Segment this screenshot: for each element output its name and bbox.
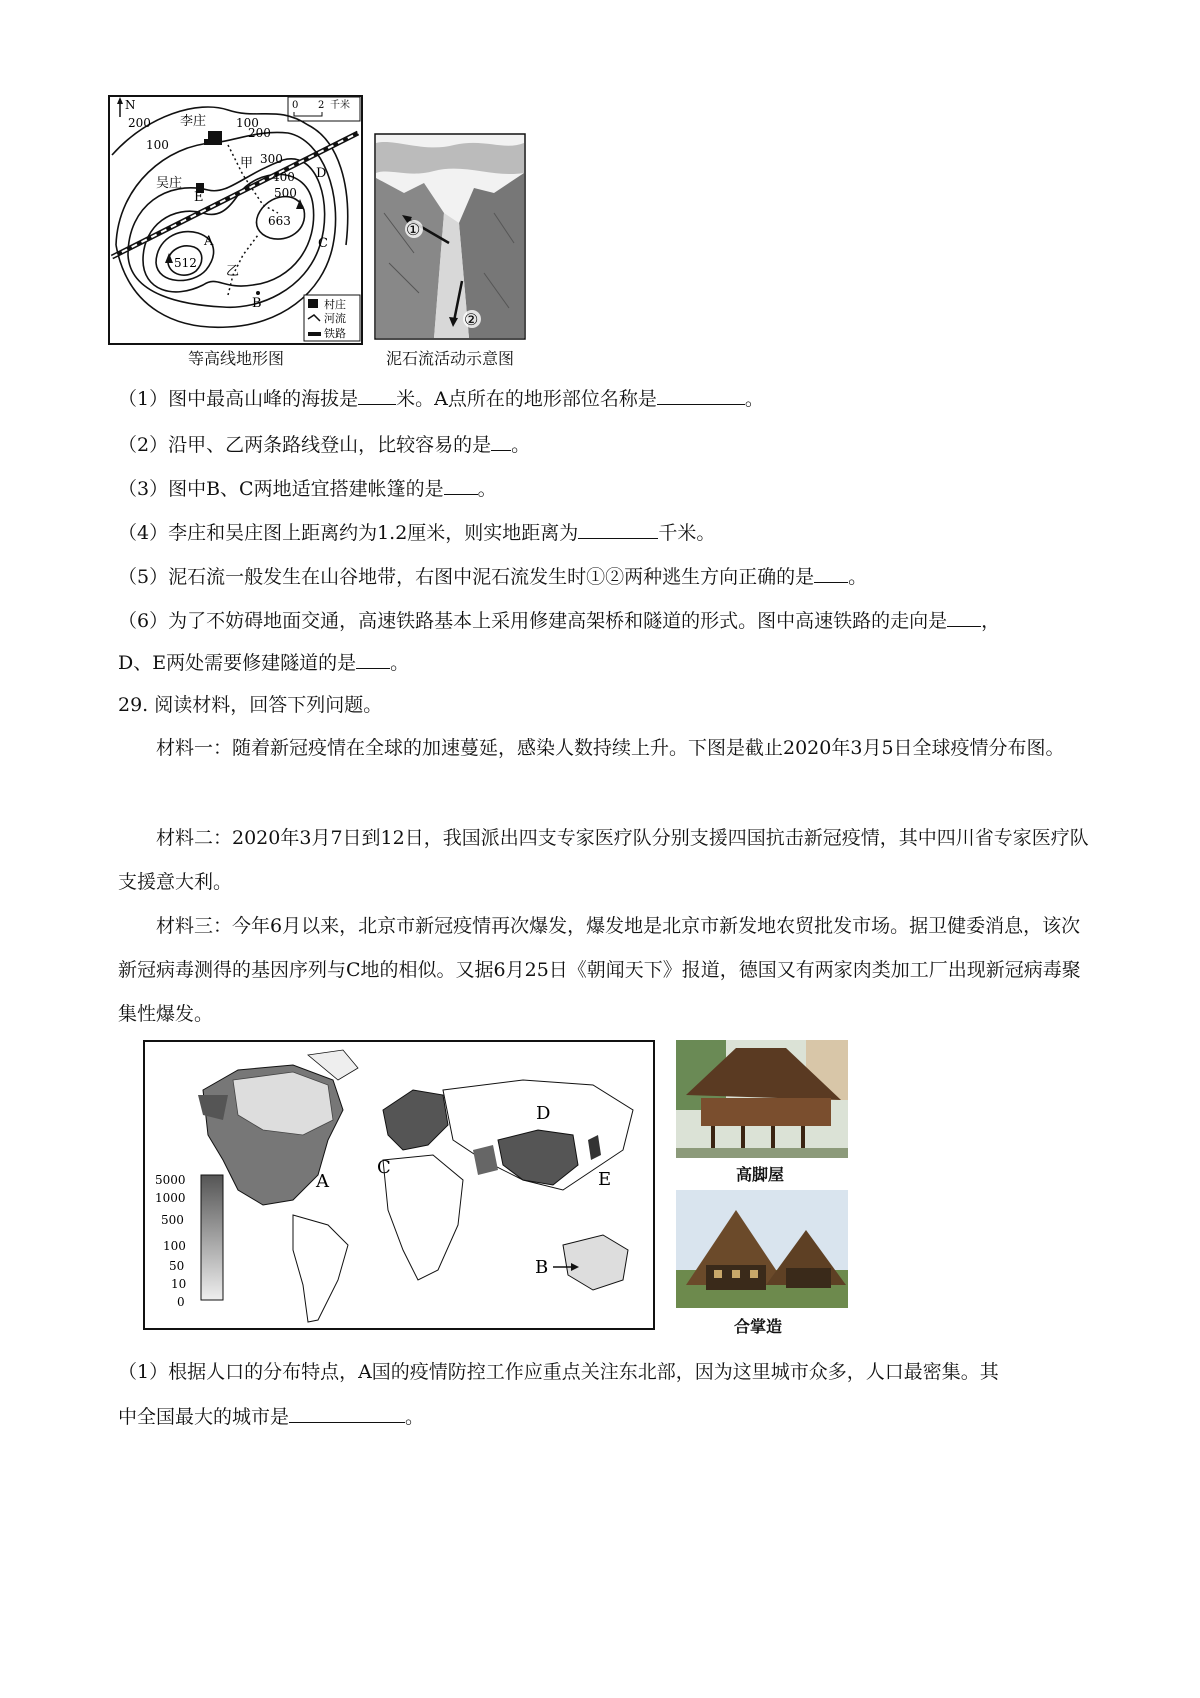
village-label: 吴庄: [156, 176, 183, 191]
svg-text:D: D: [316, 166, 327, 181]
q29-item-1-cont: 中全国最大的城市是 。: [118, 1406, 425, 1428]
svg-text:500: 500: [274, 186, 297, 200]
svg-text:村庄: 村庄: [324, 298, 346, 311]
svg-text:E: E: [598, 1169, 612, 1190]
svg-text:1000: 1000: [155, 1191, 186, 1205]
svg-text:①: ①: [406, 220, 421, 239]
contour-map-caption: 等高线地形图: [188, 349, 285, 368]
svg-text:E: E: [194, 190, 204, 205]
material-1: 材料一：随着新冠疫情在全球的加速蔓延，感染人数持续上升。下图是截止2020年3月5日全球疫情分布图。: [156, 737, 1065, 759]
svg-text:C: C: [377, 1157, 391, 1178]
svg-text:100: 100: [146, 138, 169, 152]
svg-text:B: B: [535, 1257, 549, 1278]
svg-text:A: A: [316, 1171, 329, 1192]
svg-text:铁路: 铁路: [324, 327, 346, 340]
gassho-house-label: 合掌造: [734, 1317, 783, 1336]
q28-item-3: （3）图中B、C两地适宜搭建帐篷的是 。: [118, 478, 497, 500]
svg-text:0: 0: [177, 1295, 185, 1309]
svg-text:300: 300: [260, 152, 283, 166]
svg-text:河流: 河流: [324, 312, 346, 325]
q28-item-6-cont: D、E两处需要修建隧道的是 。: [118, 652, 410, 674]
svg-text:5000: 5000: [155, 1173, 186, 1187]
svg-text:千米: 千米: [330, 100, 350, 111]
stilt-house-photo: [676, 1040, 848, 1158]
svg-text:②: ②: [464, 310, 479, 329]
contour-map: [108, 95, 363, 345]
village-label: 李庄: [180, 114, 207, 129]
north-label: N: [125, 98, 136, 112]
q28-item-1: （1）图中最高山峰的海拔是 米。A点所在的地形部位名称是 。: [118, 388, 764, 410]
mudflow-illustration: [374, 133, 526, 340]
material-2: 材料二：2020年3月7日到12日，我国派出四支专家医疗队分别支援四国抗击新冠疫情，其中四川省专家医疗队支援意大利。: [118, 827, 1089, 893]
svg-text:500: 500: [161, 1213, 184, 1227]
svg-text:甲: 甲: [240, 156, 254, 171]
svg-text:乙: 乙: [226, 264, 240, 279]
q29-heading: 29. 阅读材料，回答下列问题。: [118, 694, 383, 716]
q29-item-1: （1）根据人口的分布特点，A国的疫情防控工作应重点关注东北部，因为这里城市众多，人口最密集。其: [118, 1361, 999, 1383]
q28-item-6: （6）为了不妨碍地面交通，高速铁路基本上采用修建高架桥和隧道的形式。图中高速铁路的走向是 ，: [118, 610, 1001, 632]
svg-text:400: 400: [272, 170, 295, 184]
peak-label: 663: [268, 214, 291, 228]
svg-text:A: A: [204, 234, 214, 249]
svg-text:D: D: [536, 1103, 551, 1124]
gassho-house-photo: [676, 1190, 848, 1308]
world-epidemic-map: [143, 1040, 655, 1330]
svg-text:200: 200: [128, 116, 151, 130]
svg-text:0: 0: [292, 100, 299, 111]
svg-text:100: 100: [163, 1239, 186, 1253]
svg-text:C: C: [318, 236, 328, 251]
svg-text:200: 200: [248, 126, 271, 140]
q28-item-5: （5）泥石流一般发生在山谷地带，右图中泥石流发生时①②两种逃生方向正确的是 。: [118, 566, 868, 588]
q28-item-4: （4）李庄和吴庄图上距离约为1.2厘米，则实地距离为 千米。: [118, 522, 716, 544]
svg-text:50: 50: [169, 1259, 185, 1273]
q28-item-2: （2）沿甲、乙两条路线登山，比较容易的是 。: [118, 434, 531, 456]
svg-text:B: B: [252, 296, 262, 311]
mudflow-caption: 泥石流活动示意图: [386, 349, 515, 368]
svg-text:100: 100: [236, 116, 259, 130]
stilt-house-label: 高脚屋: [736, 1165, 785, 1184]
material-3: 材料三：今年6月以来，北京市新冠疫情再次爆发，爆发地是北京市新发地农贸批发市场。据卫健委消息，该次新冠病毒测得的基因序列与C地的相似。又据6月25日《朝闻天下》报道，德国又有两家肉类加工厂出现新冠病毒聚集性爆发。: [118, 915, 1081, 1025]
svg-text:10: 10: [171, 1277, 187, 1291]
svg-text:2: 2: [318, 100, 325, 111]
peak-label: 512: [174, 256, 197, 270]
